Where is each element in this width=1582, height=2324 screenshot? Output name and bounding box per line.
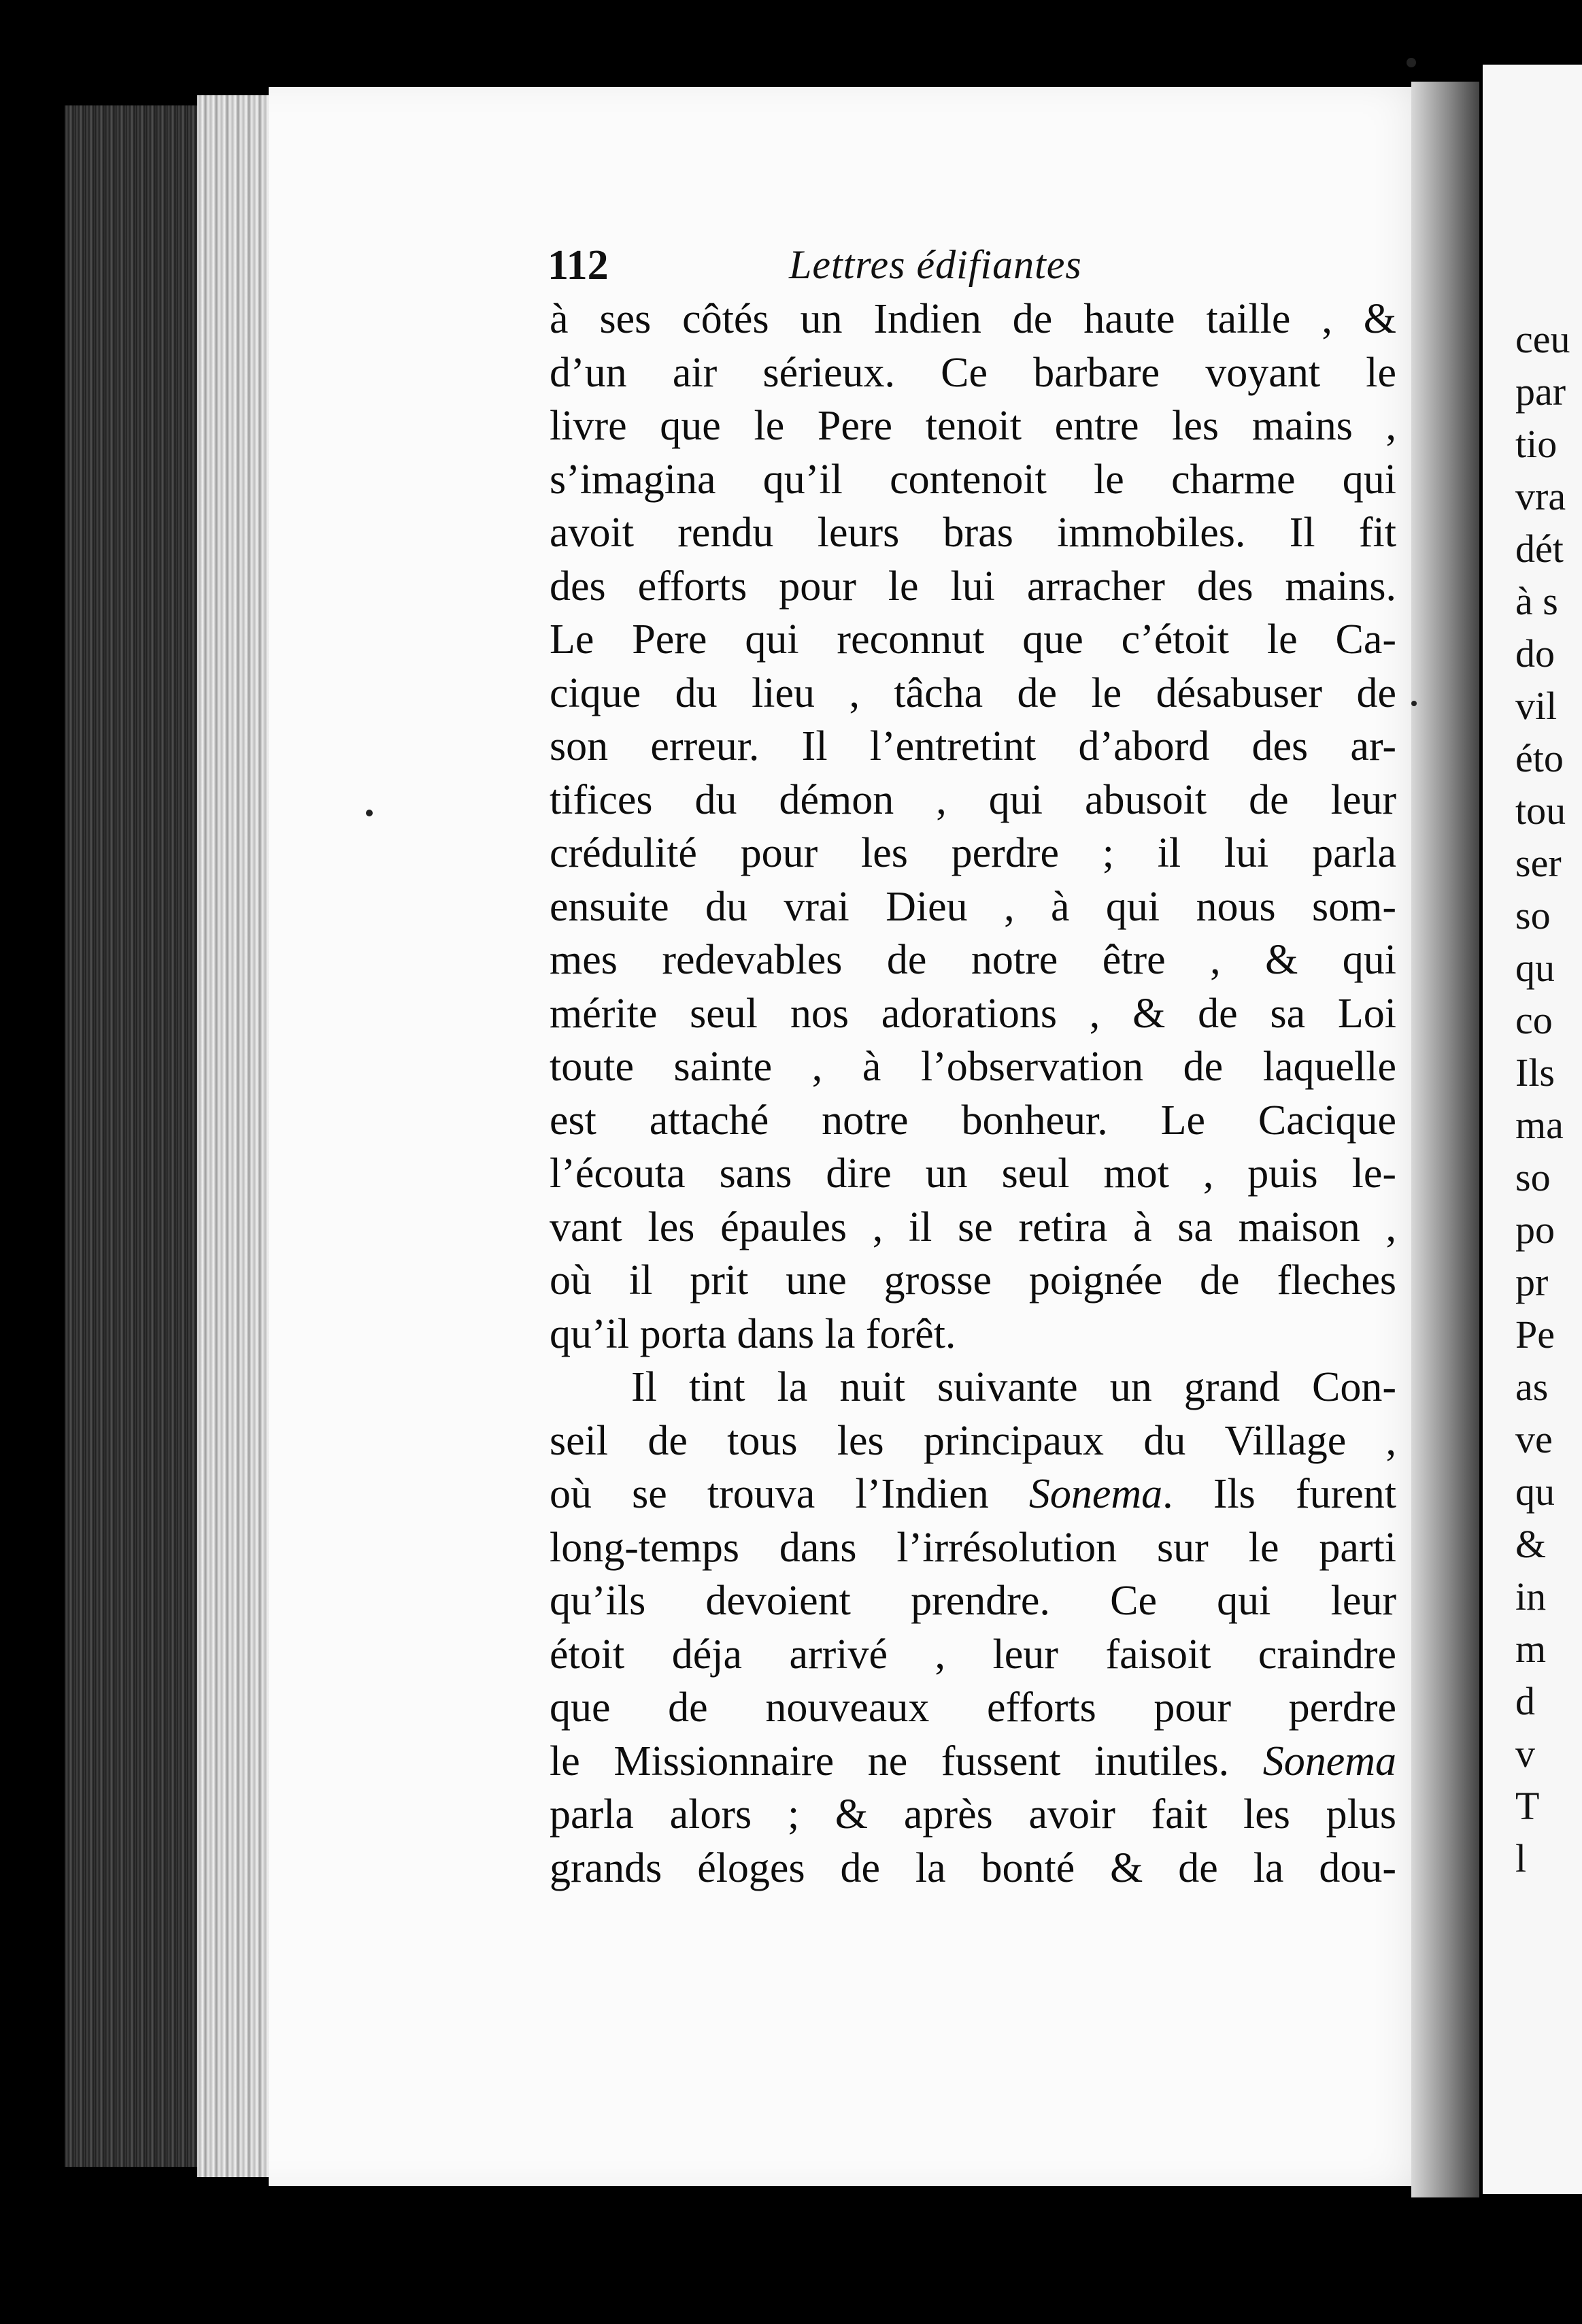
text-line: grands éloges de la bonté & de la dou-: [550, 1844, 1396, 1891]
text-segment: où se trouva l’Indien: [550, 1471, 1029, 1517]
body-text: [550, 293, 1396, 1895]
text-line: est attaché notre bonheur. Le Cacique: [550, 1097, 1396, 1144]
book-gutter-shadow: [1411, 82, 1479, 2197]
text-line: long-temps dans l’irrésolution sur le parti: [550, 1524, 1396, 1571]
text-line: parla alors ; & après avoir fait les plus: [550, 1791, 1396, 1838]
text-line: à ses côtés un Indien de haute taille , &: [550, 296, 1396, 342]
text-line: mérite seul nos adorations , & de sa Loi: [550, 990, 1396, 1037]
facing-page-fragment: T: [1515, 1784, 1540, 1828]
text-line: avoit rendu leurs bras immobiles. Il fit: [550, 510, 1396, 556]
facing-page-fragment: v: [1515, 1731, 1535, 1776]
text-line: [550, 1467, 1396, 1521]
text-line: crédulité pour les perdre ; il lui parla: [550, 830, 1396, 876]
facing-page-fragment: tou: [1515, 788, 1566, 833]
facing-page-fragment: so: [1515, 1155, 1551, 1199]
paper-speck: [1411, 701, 1417, 706]
facing-page-fragment: par: [1515, 369, 1566, 414]
text-line: Le Pere qui reconnut que c’étoit le Ca-: [550, 616, 1396, 663]
facing-page-fragment: dét: [1515, 527, 1564, 571]
facing-page-fragment: vra: [1515, 474, 1566, 518]
facing-page-fragment: co: [1515, 998, 1553, 1042]
text-line: son erreur. Il l’entretint d’abord des ar-: [550, 723, 1396, 769]
text-line: toute sainte , à l’observation de laquelle: [550, 1044, 1396, 1090]
facing-page-fragment: ser: [1515, 841, 1562, 885]
text-line: seil de tous les principaux du Village ,: [550, 1417, 1396, 1464]
text-line: qu’il porta dans la forêt.: [550, 1310, 956, 1357]
text-line: livre que le Pere tenoit entre les mains ,: [550, 403, 1396, 449]
text-line: cique du lieu , tâcha de le désabuser de: [550, 669, 1396, 716]
text-line: où il prit une grosse poignée de fleches: [550, 1257, 1396, 1304]
facing-page-fragment: à s: [1515, 579, 1558, 623]
book-page-edges-light: [197, 95, 272, 2177]
facing-page-fragment: po: [1515, 1208, 1555, 1252]
facing-page-fragment: Ils: [1515, 1050, 1555, 1095]
paper-speck: [366, 810, 373, 816]
italic-name: Sonema: [1028, 1471, 1163, 1517]
facing-page-fragment: in: [1515, 1574, 1547, 1618]
facing-page-fragment: tio: [1515, 422, 1558, 466]
facing-page-fragment: do: [1515, 631, 1555, 676]
text-line: qu’ils devoient prendre. Ce qui leur: [550, 1578, 1396, 1624]
facing-page-fragment: d: [1515, 1679, 1535, 1723]
facing-page-fragment: as: [1515, 1365, 1549, 1409]
text-segment: . Ils furent: [1162, 1471, 1396, 1517]
facing-page-fragment: Pe: [1515, 1312, 1555, 1357]
facing-page-fragment: l: [1515, 1836, 1527, 1880]
italic-name: Sonema: [1262, 1738, 1396, 1784]
text-line: tifices du démon , qui abusoit de leur: [550, 776, 1396, 823]
text-line: l’écouta sans dire un seul mot , puis le-: [550, 1150, 1396, 1197]
text-line: d’un air sérieux. Ce barbare voyant le: [550, 349, 1396, 396]
facing-page-fragment: so: [1515, 893, 1551, 937]
facing-page-fragment: qu: [1515, 946, 1555, 990]
facing-page-fragment: m: [1515, 1627, 1547, 1671]
text-line: ensuite du vrai Dieu , à qui nous som-: [550, 883, 1396, 930]
facing-page-fragment: ve: [1515, 1417, 1553, 1461]
text-line: s’imagina qu’il contenoit le charme qui: [550, 456, 1396, 503]
running-head: Lettres édifiantes: [789, 242, 1082, 287]
facing-page-fragment: ceu: [1515, 317, 1570, 361]
text-line: [550, 1735, 1396, 1789]
text-line: étoit déja arrivé , leur faisoit craindre: [550, 1631, 1396, 1678]
facing-page-fragment: éto: [1515, 736, 1564, 780]
facing-page-fragment: ma: [1515, 1103, 1564, 1147]
text-line: mes redevables de notre être , & qui: [550, 937, 1396, 983]
facing-page-fragment: qu: [1515, 1470, 1555, 1514]
text-line: des efforts pour le lui arracher des mains.: [550, 563, 1396, 610]
text-line: que de nouveaux efforts pour perdre: [550, 1684, 1396, 1731]
page-number: 112: [548, 242, 609, 288]
facing-page-fragment: &: [1515, 1522, 1547, 1566]
paper-speck: [1407, 58, 1416, 67]
facing-page-fragment: vil: [1515, 684, 1558, 728]
facing-page-fragment: pr: [1515, 1260, 1549, 1304]
text-line: vant les épaules , il se retira à sa maison ,: [550, 1204, 1396, 1250]
text-segment: le Missionnaire ne fussent inutiles.: [550, 1738, 1263, 1784]
text-line: Il tint la nuit suivante un grand Con-: [631, 1364, 1396, 1410]
